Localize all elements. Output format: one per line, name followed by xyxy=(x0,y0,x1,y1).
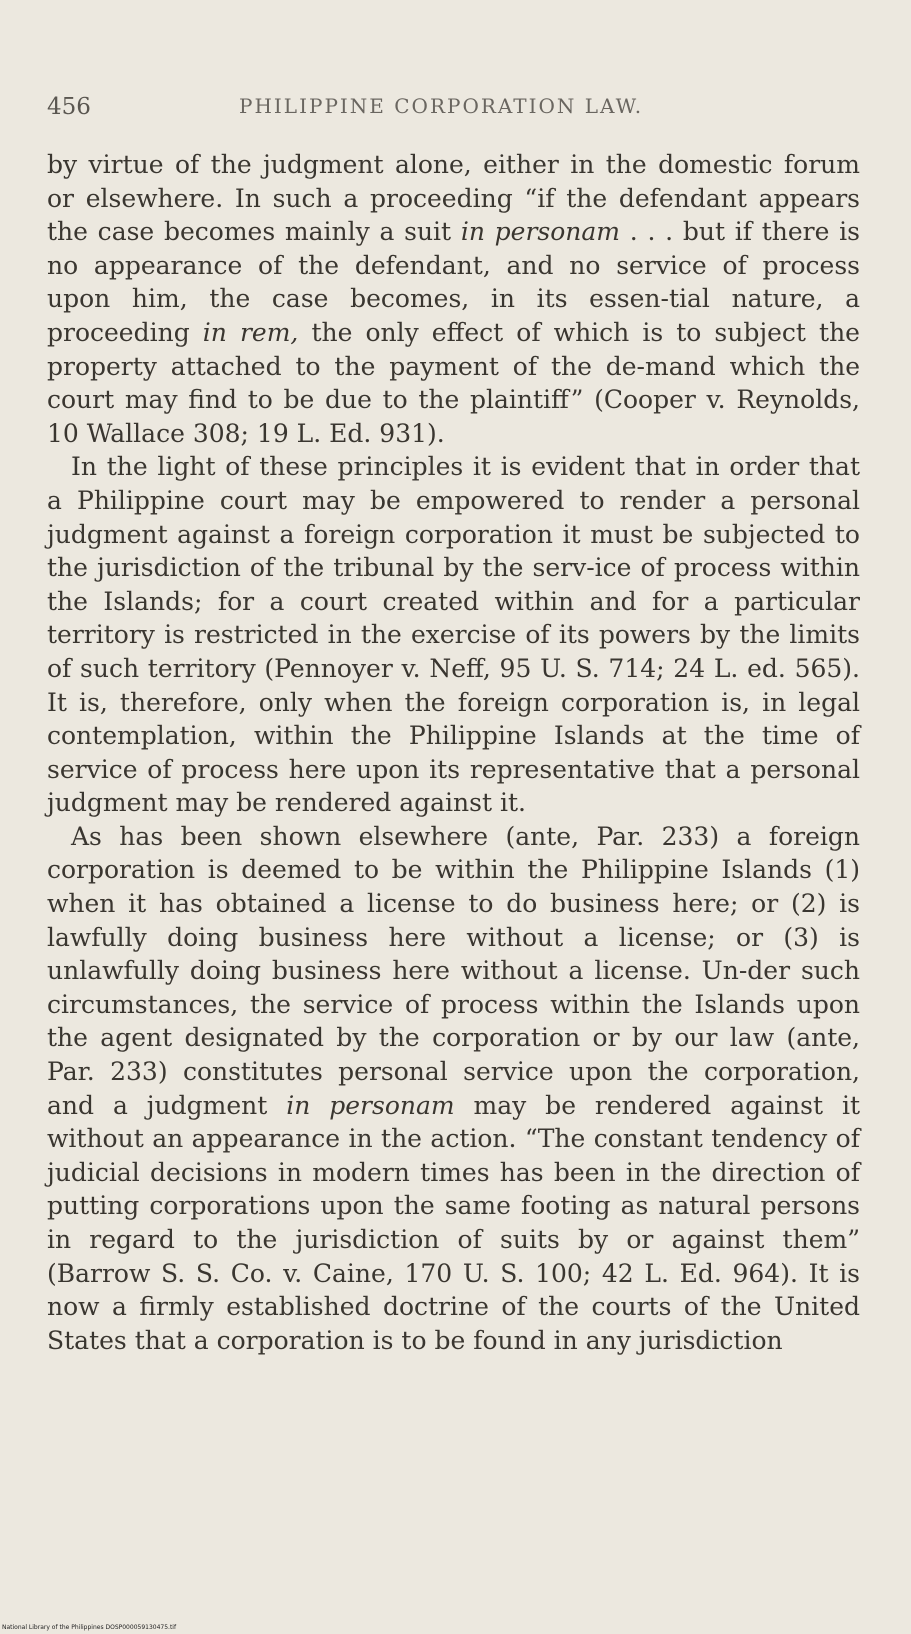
paragraph-2: In the light of these principles it is evident that in order that a Philippine court may be empowered to render a personal judgment against a foreign corporation it must be subjected to the jurisdiction of the tribunal by the serv-ice of process within the Islands; for a court created within and for a particular territory is restricted in the exercise of its powers by the limits of such territory (Pennoyer v. Neff, 95 U. S. 714; 24 L. ed. 565). It is, therefore, only when the foreign corporation is, in legal contemplation, within the Philippine Islands at the time of service of process here upon its representative that a personal judgment may be rendered against it. xyxy=(47,452,860,818)
page-title: PHILIPPINE CORPORATION LAW. xyxy=(239,94,644,118)
italic-term: in rem, xyxy=(202,317,299,347)
source-footer: National Library of the Philippines DOSP000059130475.tif xyxy=(2,1624,177,1631)
page-number: 456 xyxy=(47,94,91,120)
paragraph-1: by virtue of the judgment alone, either in the domestic forum or elsewhere. In such a proceeding “if the defendant appears the case becomes mainly a suit in personam . . . but if there is no appearance of the defendant, and no service of process upon him, the case becomes, in its essen-tial nature, a proceeding in rem, the only effect of which is to subject the property attached to the payment of the de-mand which the court may find to be due to the plaintiff” (Cooper v. Reynolds, 10 Wallace 308; 19 L. Ed. 931). xyxy=(47,150,860,448)
italic-term: in personam xyxy=(286,1090,455,1120)
paragraph-3: As has been shown elsewhere (ante, Par. 233) a foreign corporation is deemed to be within the Philippine Islands (1) when it has obtained a license to do business here; or (2) is lawfully doing business here without a license; or (3) is unlawfully doing business here without a license. Un-der such circumstances, the service of process within the Islands upon the agent designated by the corporation or by our law (ante, Par. 233) constitutes personal service upon the corporation, and a judgment in personam may be rendered against it without an appearance in the action. “The constant tendency of judicial decisions in modern times has been in the direction of putting corporations upon the same footing as natural persons in regard to the jurisdiction of suits by or against them” (Barrow S. S. Co. v. Caine, 170 U. S. 100; 42 L. Ed. 964). It is now a firmly established doctrine of the courts of the United States that a corporation is to be found in any jurisdiction xyxy=(47,821,860,1355)
italic-term: in personam xyxy=(460,217,621,247)
running-head xyxy=(47,94,867,124)
body-text xyxy=(47,148,860,1357)
